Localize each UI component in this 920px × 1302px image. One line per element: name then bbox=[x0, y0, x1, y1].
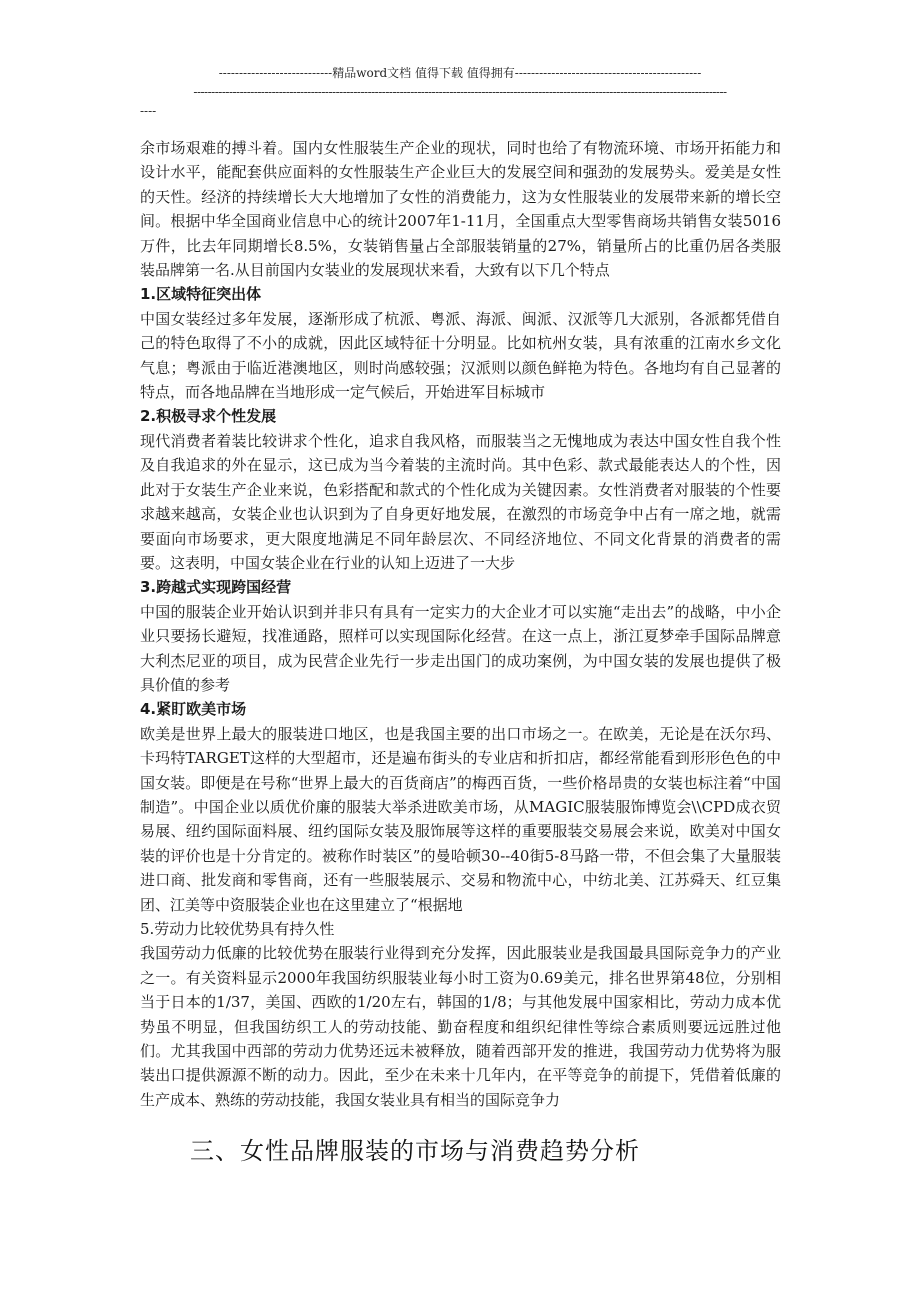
section-3-body: 中国的服装企业开始认识到并非只有具有一定实力的大企业才可以实施“走出去”的战略，中小企业只要扬长避短，找准通路，照样可以实现国际化经营。在这一点上，浙江夏梦牵手国际品牌意大利杰尼亚的项目，成为民营企业先行一步走出国门的成功案例，为中国女装的发展也提供了极具价值的参考 bbox=[140, 602, 781, 694]
section-5-body: 我国劳动力低廉的比较优势在服装行业得到充分发挥，因此服装业是我国最具国际竞争力的产业之一。有关资料显示2000年我国纺织服装业每小时工资为0.69美元，排名世界第48位，分别相当于日本的1/37，美国、西欧的1/20左右，韩国的1/8；与其他发展中国家相比，劳动力成本优势虽不明显，但我国纺织工人的劳动技能、勤奋程度和组织纪律性等综合素质则要远远胜过他们。尤其我国中西部的劳动力优势还远未被释放，随着西部开发的推进，我国劳动力优势将为服装出口提供源源不断的动力。因此，至少在未来十几年内，在平等竞争的前提下，凭借着低廉的生产成本、熟练的劳动技能，我国女装业具有相当的国际竞争力 bbox=[140, 944, 781, 1109]
header-line-3: ---- bbox=[140, 104, 157, 118]
section-4-body: 欧美是世界上最大的服装进口地区，也是我国主要的出口市场之一。在欧美，无论是在沃尔玛、卡玛特TARGET这样的大型超市，还是遍布街头的专业店和折扣店，都经常能看到形形色色的中国女装。即便是在号称“世界上最大的百货商店”的梅西百货，一些价格昂贵的女装也标注着“中国制造”。中国企业以质优价廉的服装大举杀进欧美市场，从MAGIC服装服饰博览会\\CPD成衣贸易展、纽约国际面料展、纽约国际女装及服饰展等这样的重要服装交易展会来说，欧美对中国女装的评价也是十分肯定的。被称作时装区”的曼哈顿30--40街5-8马路一带，不但会集了大量服装进口商、批发商和零售商，还有一些服装展示、交易和物流中心，中纺北美、江苏舜天、红豆集团、江美等中资服装企业也在这里建立了“根据地 bbox=[140, 724, 781, 914]
section-2-body: 现代消费者着装比较讲求个性化，追求自我风格，而服装当之无愧地成为表达中国女性自我个性及自我追求的外在显示，这已成为当今着装的主流时尚。其中色彩、款式最能表达人的个性，因此对于女装生产企业来说，色彩搭配和款式的个性化成为关键因素。女性消费者对服装的个性要求越来越高，女装企业也认识到为了自身更好地发展，在激烈的市场竞争中占有一席之地，就需要面向市场要求，更大限度地满足不同年龄层次、不同经济地位、不同文化背景的消费者的需要。这表明，中国女装企业在行业的认知上迈进了一大步 bbox=[140, 431, 781, 572]
section-5-heading: 5.劳动力比较优势具有持久性 bbox=[140, 920, 335, 938]
intro-paragraph: 余市场艰难的搏斗着。国内女性服装生产企业的现状，同时也给了有物流环境、市场开拓能力和设计水平，能配套供应面料的女性服装生产企业巨大的发展空间和强劲的发展势头。爱美是女性的天性。经济的持续增长大大地增加了女性的消费能力，这为女性服装业的发展带来新的增长空间。根据中华全国商业信息中心的统计2007年1-11月，全国重点大型零售商场共销售女装5016万件，比去年同期增长8.5%，女装销售量占全部服装销量的27%，销量所占的比重仍居各类服装品牌第一名.从目前国内女装业的发展现状来看，大致有以下几个特点 bbox=[140, 139, 781, 280]
document-body bbox=[140, 136, 781, 1112]
page-header bbox=[140, 64, 780, 121]
section-4-heading: 4.紧盯欧美市场 bbox=[140, 700, 247, 719]
header-line-1: ----------------------------精品word文档 值得下载 值得拥有---------------------------------------------- bbox=[218, 66, 702, 80]
header-line-2: ------------------------------------------------------------------------------------------------------------------------------------------------------ bbox=[193, 85, 727, 99]
section-3-heading: 3.跨越式实现跨国经营 bbox=[140, 578, 292, 597]
section-2-heading: 2.积极寻求个性发展 bbox=[140, 407, 277, 426]
section-title: 三、女性品牌服装的市场与消费趋势分析 bbox=[190, 1137, 640, 1165]
section-1-body: 中国女装经过多年发展，逐渐形成了杭派、粤派、海派、闽派、汉派等几大派别，各派都凭借自己的特色取得了不小的成就，因此区域特征十分明显。比如杭州女装，具有浓重的江南水乡文化气息；粤派由于临近港澳地区，则时尚感较强；汉派则以颜色鲜艳为特色。各地均有自己显著的特点，而各地品牌在当地形成一定气候后，开始进军目标城市 bbox=[140, 309, 781, 402]
section-1-heading: 1.区域特征突出体 bbox=[140, 285, 262, 304]
